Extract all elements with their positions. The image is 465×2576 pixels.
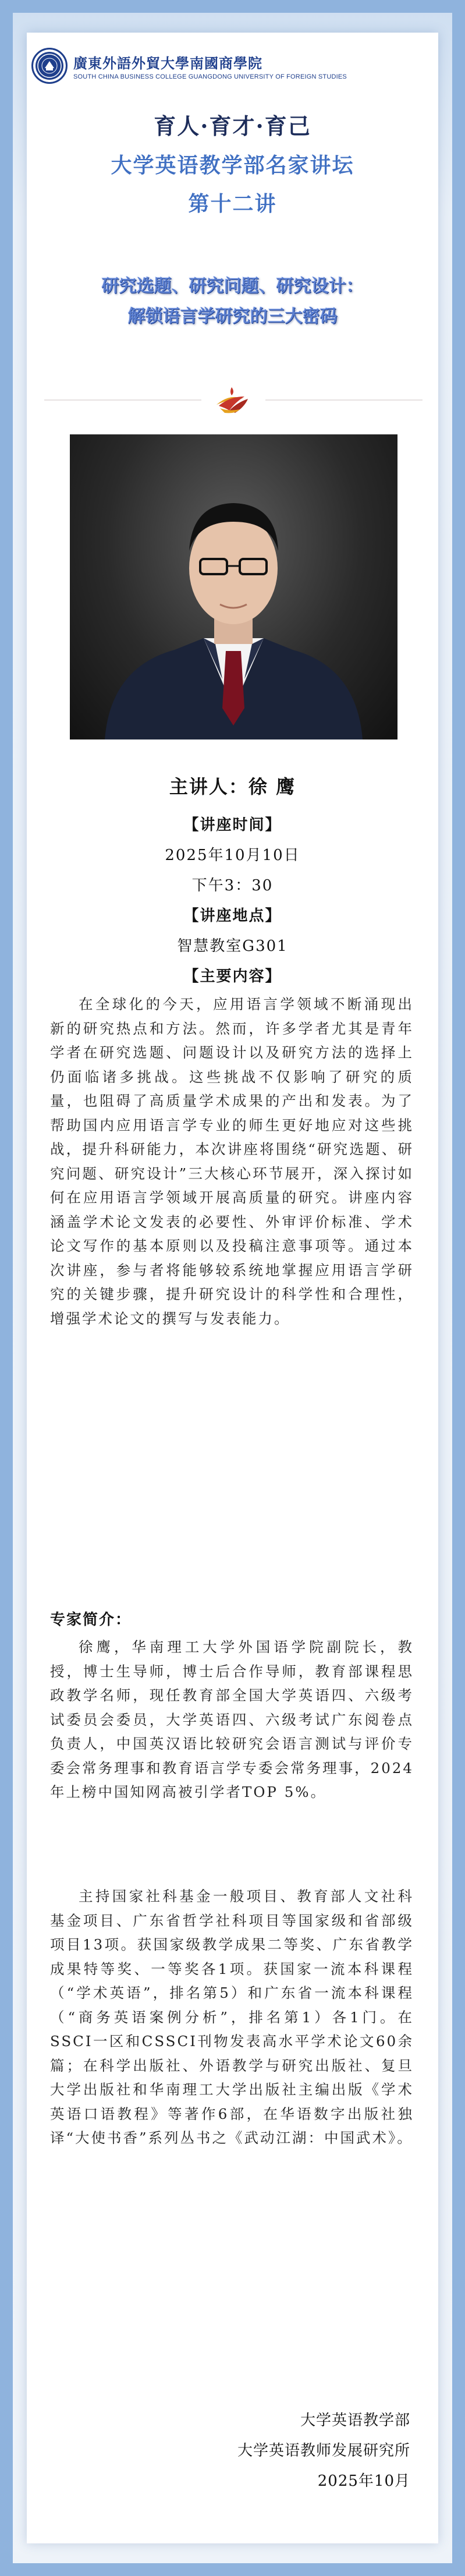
time-label: 【讲座时间】 [183,816,282,834]
lecture-subtitle-line2: 解锁语言学研究的三大密码 [127,306,338,327]
signature-dept: 大学英语教学部 [300,2412,410,2429]
expert-bio-paragraph-2: 主持国家社科基金一般项目、教育部人文社科基金项目、广东省哲学社科项目等国家级和省部级项目13项。获国家级教学成果二等奖、广东省教学成果特等奖、一等奖各1项。获国家一流本科课程（“学术英语”，排名第5）和广东省一流本科课程（“商务英语案例分析”，排名第1）各1门。在SSCI一区和CSSCI刊物发表高水平学术论文60余篇；在科学出版社、外语教学与研究出版社、复旦大学出版社和华南理工大学出版社主编出版《学术英语口语教程》等著作6部，在华语数字出版社独译“大使书香”系列丛书之《武动江湖：中国武术》。 [50,1888,414,2146]
series-title: 大学英语教学部名家讲坛 [111,153,354,178]
school-name-en: SOUTH CHINA BUSINESS COLLEGE GUANGDONG UNIVERSITY OF FOREIGN STUDIES [73,73,347,80]
divider-right [265,399,423,401]
expert-bio-paragraph-1: 徐鹰，华南理工大学外国语学院副院长，教授，博士生导师，博士后合作导师，教育部课程思政教学名师，现任教育部全国大学英语四、六级考试委员会委员，大学英语四、六级考试广东阅卷点负责人，中国英汉语比较研究会语言测试与评价专委会常务理事和教育语言学专委会常务理事，2024年上榜中国知网高被引学者TOP 5%。 [50,1639,414,1800]
lecture-time: 下午3：30 [191,877,274,894]
lecture-room: 智慧教室G301 [177,937,288,955]
expert-heading: 专家简介： [50,1611,132,1629]
content-label: 【主要内容】 [183,968,282,985]
school-name-cn: 廣東外語外貿大學南國商學院 [73,54,262,72]
motto: 育人·育才·育己 [154,113,311,139]
speaker-photo [70,434,397,739]
signature-institute: 大学英语教师发展研究所 [237,2442,410,2460]
emblem-icon [212,379,254,421]
school-header [31,44,347,87]
speaker-name: 主讲人：徐 鹰 [169,776,296,798]
divider-left [44,399,201,401]
school-logo [31,48,68,84]
content-paragraph: 在全球化的今天，应用语言学领域不断涌现出新的研究热点和方法。然而，许多学者尤其是青年学者在研究选题、问题设计以及研究方法的选择上仍面临诸多挑战。这些挑战不仅影响了研究的质量，也阻碍了高质量学术成果的产出和发表。为了帮助国内应用语言学专业的师生更好地应对这些挑战，提升科研能力，本次讲座将围绕“研究选题、研究问题、研究设计”三大核心环节展开，深入探讨如何在应用语言学领域开展高质量的研究。讲座内容涵盖学术论文发表的必要性、外审评价标准、学术论文写作的基本原则以及投稿注意事项等。通过本次讲座，参与者将能够较系统地掌握应用语言学研究的关键步骤，提升研究设计的科学性和合理性，增强学术论文的撰写与发表能力。 [50,996,414,1327]
school-seal-icon [37,53,62,79]
signature-date: 2025年10月 [317,2472,410,2490]
lecture-date: 2025年10月10日 [165,847,300,864]
poster [27,33,438,2543]
place-label: 【讲座地点】 [183,907,282,925]
lecture-subtitle-line1: 研究选题、研究问题、研究设计： [101,276,364,296]
episode-title: 第十二讲 [188,192,277,216]
